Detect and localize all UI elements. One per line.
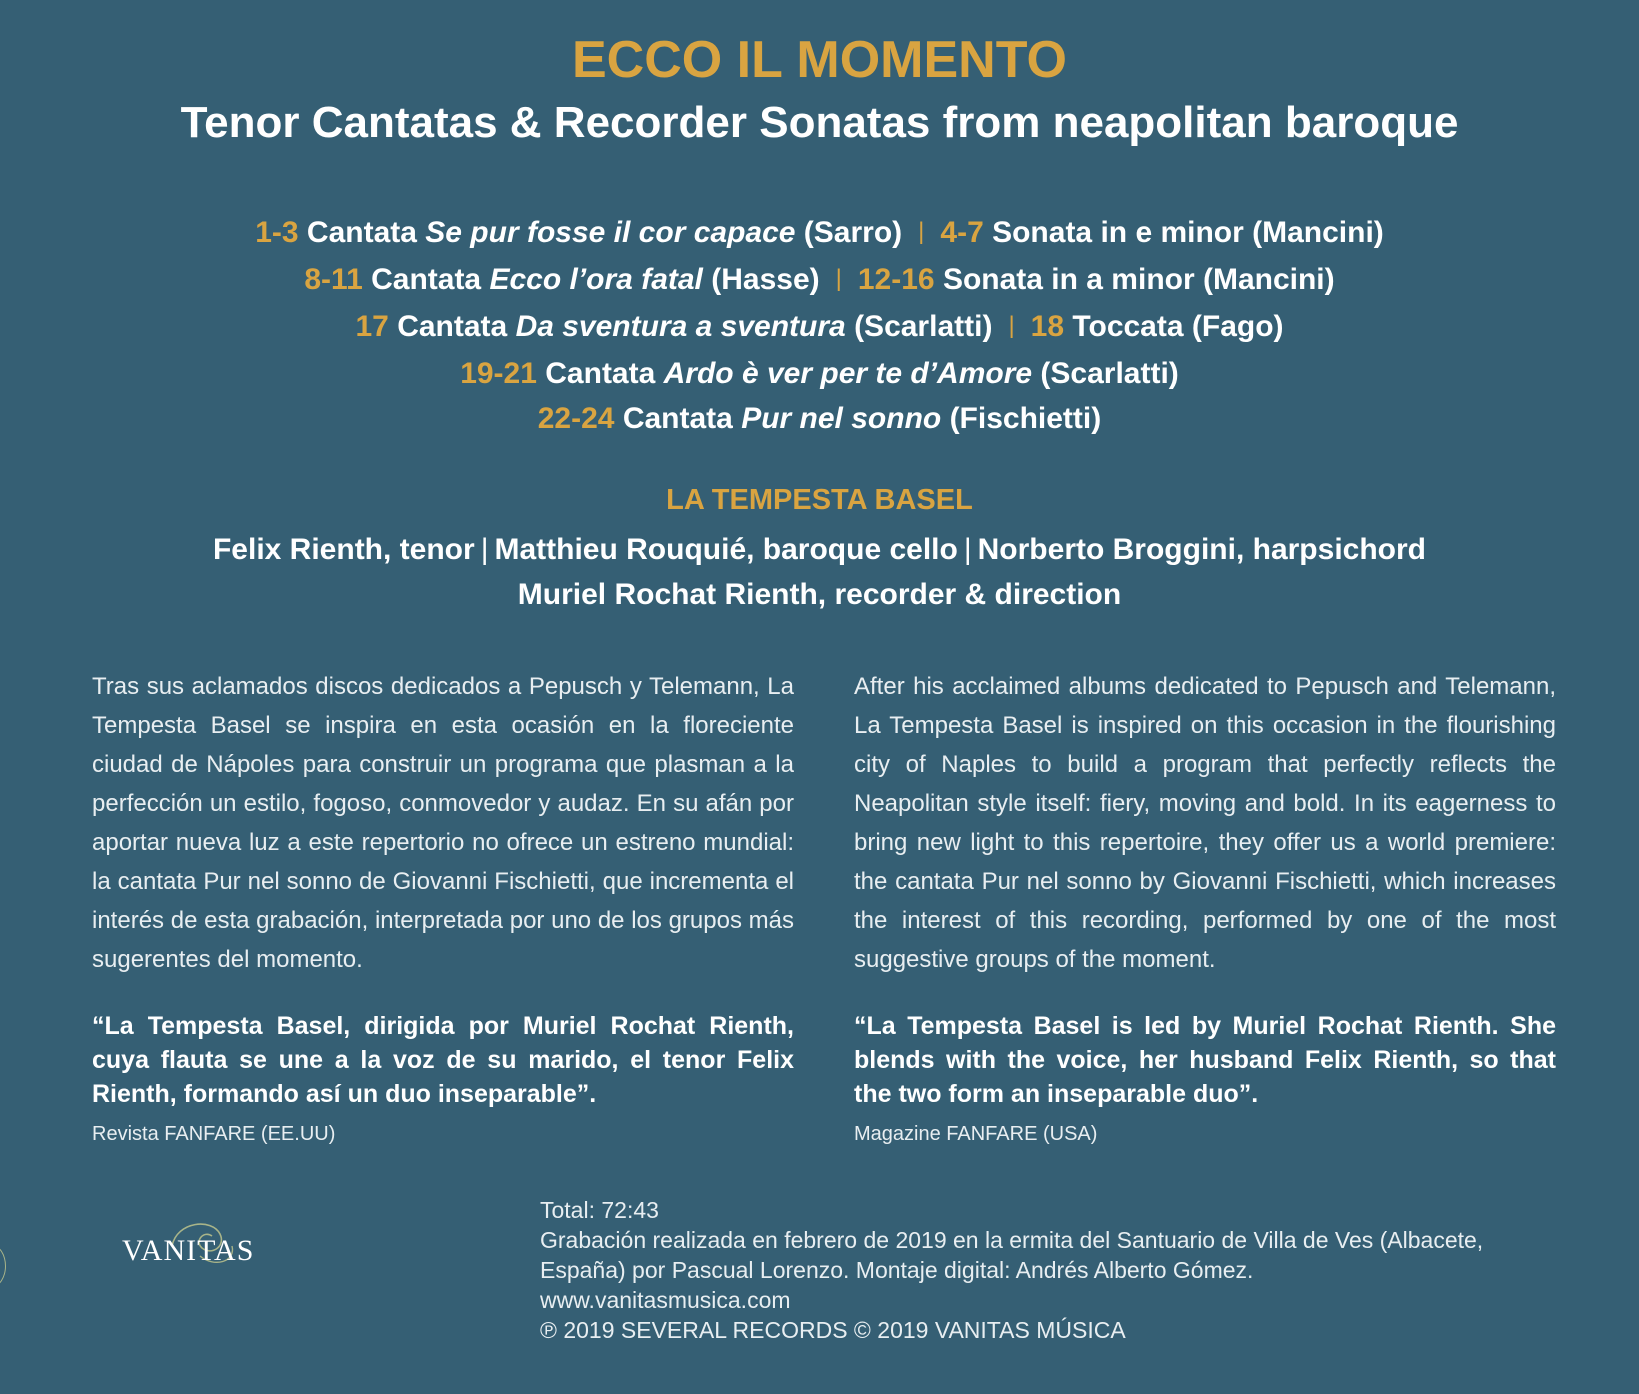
english-quote-source: Magazine FANFARE (USA) bbox=[854, 1123, 1098, 1145]
track-type: Cantata bbox=[306, 216, 417, 249]
track-work: Ardo è ver per te d’Amore bbox=[663, 357, 1033, 390]
musicians-list bbox=[0, 527, 1639, 617]
tracklist-line bbox=[0, 210, 1639, 257]
ensemble-name: LA TEMPESTA BASEL bbox=[666, 484, 973, 516]
track-number: 4-7 bbox=[940, 216, 984, 249]
track-composer: (Scarlatti) bbox=[854, 310, 993, 343]
album-title: ECCO IL MOMENTO bbox=[572, 31, 1067, 89]
track-work: Pur nel sonno bbox=[741, 402, 942, 435]
track-separator: | bbox=[1008, 312, 1015, 339]
english-column bbox=[854, 667, 1556, 1147]
musician-separator: | bbox=[480, 533, 489, 566]
track-number: 19-21 bbox=[460, 357, 537, 390]
track-number: 8-11 bbox=[304, 263, 363, 296]
spanish-quote: “La Tempesta Basel, dirigida por Muriel Rochat Rienth, cuya flauta se une a la voz de su marido, el tenor Felix Rienth, formando así un duo inseparable”. bbox=[92, 1012, 794, 1108]
spanish-column bbox=[92, 667, 794, 1147]
english-body: After his acclaimed albums dedicated to Pepusch and Telemann, La Tempesta Basel is inspired on this occasion in the flourishing city of Naples to build a program that perfectly reflects the Neapolitan style itself: fiery, moving and bold. In its eagerness to bring new light to this repertoire, they offer us a world premiere: the cantata Pur nel sonno by Giovanni Fischietti, which increases the interest of this recording, performed by one of the most suggestive groups of the moment. bbox=[854, 673, 1556, 973]
credits bbox=[540, 1195, 1520, 1345]
copyright: ℗ 2019 SEVERAL RECORDS © 2019 VANITAS MÚSICA bbox=[540, 1317, 1126, 1343]
track-work: Ecco l’ora fatal bbox=[489, 263, 703, 296]
musician: Muriel Rochat Rienth, recorder & direction bbox=[517, 578, 1122, 611]
musician: Felix Rienth, tenor bbox=[212, 533, 475, 566]
track-work: Da sventura a sventura bbox=[515, 310, 846, 343]
track-composer: (Scarlatti) bbox=[1040, 357, 1179, 390]
logo-text: VANITAS bbox=[122, 1234, 255, 1267]
track-type: Cantata bbox=[622, 402, 733, 435]
tracklist bbox=[0, 210, 1639, 441]
website-link[interactable]: www.vanitasmusica.com bbox=[540, 1287, 791, 1313]
track-work: Se pur fosse il cor capace bbox=[425, 216, 796, 249]
edge-ornament bbox=[0, 1245, 6, 1287]
track-number: 17 bbox=[355, 310, 389, 343]
musician: Matthieu Rouquié, baroque cello bbox=[494, 533, 958, 566]
track-separator: | bbox=[835, 265, 842, 292]
tracklist-line bbox=[0, 351, 1639, 396]
track-number: 22-24 bbox=[537, 402, 615, 435]
track-composer: (Fischietti) bbox=[949, 402, 1102, 435]
track-title: Sonata in a minor (Mancini) bbox=[942, 263, 1335, 296]
musician: Norberto Broggini, harpsichord bbox=[977, 533, 1426, 566]
musicians-line bbox=[0, 572, 1639, 617]
track-number: 12-16 bbox=[857, 263, 935, 296]
tracklist-line bbox=[0, 304, 1639, 351]
track-number: 18 bbox=[1030, 310, 1065, 343]
track-title: Sonata in e minor (Mancini) bbox=[992, 216, 1384, 249]
spanish-body: Tras sus aclamados discos dedicados a Pepusch y Telemann, La Tempesta Basel se inspira en esta ocasión en la floreciente ciudad de Nápoles para construir un programa que plasman a la perfección un estilo, fogoso, conmovedor y audaz. En su afán por aportar nueva luz a este repertorio no ofrece un estreno mundial: la cantata Pur nel sonno de Giovanni Fischietti, que incrementa el interés de esta grabación, interpretada por uno de los grupos más sugerentes del momento. bbox=[92, 673, 794, 973]
musician-separator: | bbox=[963, 533, 972, 566]
english-quote: “La Tempesta Basel is led by Muriel Rochat Rienth. She blends with the voice, her husband Felix Rienth, so that the two form an inseparable duo”. bbox=[854, 1012, 1556, 1108]
track-composer: (Sarro) bbox=[803, 216, 903, 249]
album-subtitle: Tenor Cantatas & Recorder Sonatas from neapolitan baroque bbox=[180, 98, 1459, 147]
spanish-quote-source: Revista FANFARE (EE.UU) bbox=[92, 1123, 336, 1145]
track-type: Cantata bbox=[397, 310, 508, 343]
total-time: Total: 72:43 bbox=[540, 1197, 659, 1223]
track-type: Cantata bbox=[371, 263, 482, 296]
recording-info: Grabación realizada en febrero de 2019 en la ermita del Santuario de Villa de Ves (Albacete, España) por Pascual Lorenzo. Montaje digital: Andrés Alberto Gómez. bbox=[540, 1227, 1484, 1283]
track-separator: | bbox=[918, 218, 925, 245]
tracklist-line bbox=[0, 396, 1639, 441]
vanitas-logo bbox=[122, 1220, 257, 1290]
track-type: Cantata bbox=[545, 357, 656, 390]
tracklist-line bbox=[0, 257, 1639, 304]
track-title: Toccata (Fago) bbox=[1072, 310, 1284, 343]
track-number: 1-3 bbox=[255, 216, 299, 249]
track-composer: (Hasse) bbox=[711, 263, 820, 296]
musicians-line bbox=[0, 527, 1639, 572]
